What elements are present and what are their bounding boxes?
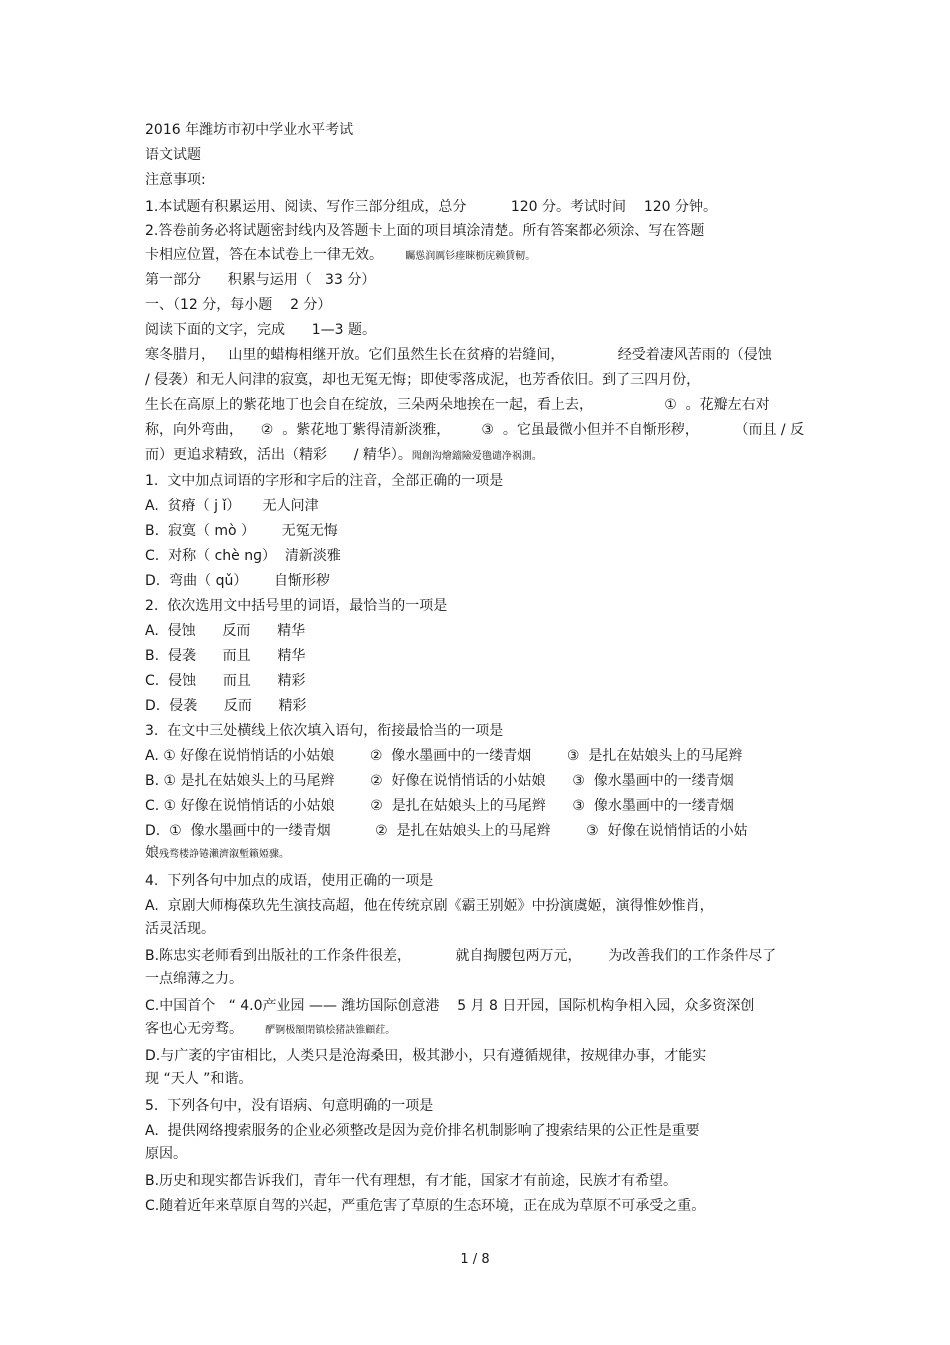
question-3: 3. 在文中三处横线上依次填入语句，衔接最恰当的一项是 bbox=[145, 723, 504, 739]
option-line: D. 侵袭 反而 精彩 bbox=[145, 698, 307, 714]
option-line: C. 侵蚀 而且 精彩 bbox=[145, 673, 306, 689]
option-line: 原因。 bbox=[145, 1146, 187, 1162]
passage-line: 生长在高原上的紫花地丁也会自在绽放，三朵两朵地挨在一起，看上去， ① 。花瓣左右对 bbox=[145, 397, 770, 413]
section-heading: 一、（12 分，每小题 2 分） bbox=[145, 297, 332, 313]
notice-heading: 注意事项: bbox=[145, 172, 206, 188]
watermark-text: 聞創沟燴鐺險爱氇谴净祸測。 bbox=[411, 451, 542, 462]
option-line: 娘残骛楼諍锩瀨濟溆塹籟婭骤。 bbox=[145, 845, 289, 861]
watermark-text: 酽锕极額閉镇桧猪訣锥顧荭。 bbox=[265, 1025, 396, 1036]
instruction-line: 阅读下面的文字，完成 1—3 题。 bbox=[145, 322, 376, 338]
option-line: B. 寂寞（ mò ） 无冤无悔 bbox=[145, 523, 338, 539]
passage-line: 称，向外弯曲， ② 。紫花地丁紫得清新淡雅， ③ 。它虽最微小但并不自惭形秽， （而且 / 反 bbox=[145, 422, 805, 438]
notice-line: 卡相应位置，答在本试卷上一律无效。 矚慫润厲钐瘗睞枥庑赖賃軔。 bbox=[145, 247, 536, 263]
option-line: C.随着近年来草原自驾的兴起，严重危害了草原的生态环境，正在成为草原不可承受之重。 bbox=[145, 1198, 706, 1214]
option-line: A. ① 好像在说悄悄话的小姑娘 ② 像水墨画中的一缕青烟 ③ 是扎在姑娘头上的马尾辫 bbox=[145, 748, 743, 764]
option-line: B.陈忠实老师看到出版社的工作条件很差， 就自掏腰包两万元， 为改善我们的工作条件尽了 bbox=[145, 948, 777, 964]
option-line: A. 贫瘠（ j ǐ） 无人问津 bbox=[145, 498, 319, 514]
passage-line: / 侵袭）和无人问津的寂寞，却也无冤无悔；即使零落成泥，也芳香依旧。到了三四月份， bbox=[145, 372, 701, 388]
passage-line: 而）更追求精致，活出（精彩 / 精华）。聞創沟燴鐺險爱氇谴净祸測。 bbox=[145, 447, 542, 463]
option-line: A. 提供网络搜索服务的企业必须整改是因为竞价排名机制影响了搜索结果的公正性是重要 bbox=[145, 1123, 700, 1139]
option-line: 一点绵薄之力。 bbox=[145, 971, 243, 987]
question-5: 5. 下列各句中，没有语病、句意明确的一项是 bbox=[145, 1098, 434, 1114]
watermark-text: 残骛楼諍锩瀨濟溆塹籟婭骤。 bbox=[159, 849, 289, 860]
doc-title: 2016 年潍坊市初中学业水平考试 bbox=[145, 122, 354, 138]
doc-subject: 语文试题 bbox=[145, 147, 201, 163]
option-line: D. 弯曲（ qǔ） 自惭形秽 bbox=[145, 573, 331, 589]
question-2: 2. 依次选用文中括号里的词语，最恰当的一项是 bbox=[145, 598, 448, 614]
watermark-text: 矚慫润厲钐瘗睞枥庑赖賃軔。 bbox=[405, 251, 536, 262]
option-line: C. ① 好像在说悄悄话的小姑娘 ② 是扎在姑娘头上的马尾辫 ③ 像水墨画中的一缕青烟 bbox=[145, 798, 734, 814]
notice-line: 1.本试题有积累运用、阅读、写作三部分组成，总分 120 分。考试时间 120 分钟。 bbox=[145, 199, 718, 215]
option-line: B. 侵袭 而且 精华 bbox=[145, 648, 306, 664]
option-line: A. 侵蚀 反而 精华 bbox=[145, 623, 306, 639]
option-line: C. 对称（ chè nɡ） 清新淡雅 bbox=[145, 548, 341, 564]
option-line: B.历史和现实都告诉我们，青年一代有理想，有才能，国家才有前途，民族才有希望。 bbox=[145, 1173, 678, 1189]
option-line: A. 京剧大师梅葆玖先生演技高超，他在传统京剧《霸王别姬》中扮演虞姬，演得惟妙惟肖， bbox=[145, 898, 714, 914]
option-line: C.中国首个 “ 4.0产业园 —— 潍坊国际创意港 5 月 8 日开园，国际机构争相入园，众多资深创 bbox=[145, 998, 755, 1014]
option-line: B. ① 是扎在姑娘头上的马尾辫 ② 好像在说悄悄话的小姑娘 ③ 像水墨画中的一缕青烟 bbox=[145, 773, 734, 789]
question-1: 1. 文中加点词语的字形和字后的注音，全部正确的一项是 bbox=[145, 473, 504, 489]
option-line: 现 “天人 ”和谐。 bbox=[145, 1071, 253, 1087]
notice-line: 2.答卷前务必将试题密封线内及答题卡上面的项目填涂清楚。所有答案都必须涂、写在答题 bbox=[145, 223, 705, 239]
option-line: 客也心无旁骛。 酽锕极額閉镇桧猪訣锥顧荭。 bbox=[145, 1021, 396, 1037]
page-number: 1 / 8 bbox=[460, 1252, 490, 1267]
option-line: D. ① 像水墨画中的一缕青烟 ② 是扎在姑娘头上的马尾辫 ③ 好像在说悄悄话的小姑 bbox=[145, 823, 748, 839]
passage-line: 寒冬腊月， 山里的蜡梅相继开放。它们虽然生长在贫瘠的岩缝间， 经受着凄风苦雨的（侵蚀 bbox=[145, 347, 772, 363]
option-line: 活灵活现。 bbox=[145, 921, 215, 937]
option-line: D.与广袤的宇宙相比，人类只是沧海桑田，极其渺小，只有遵循规律，按规律办事，才能实 bbox=[145, 1048, 707, 1064]
question-4: 4. 下列各句中加点的成语，使用正确的一项是 bbox=[145, 873, 434, 889]
part-heading: 第一部分 积累与运用（ 33 分） bbox=[145, 272, 376, 288]
